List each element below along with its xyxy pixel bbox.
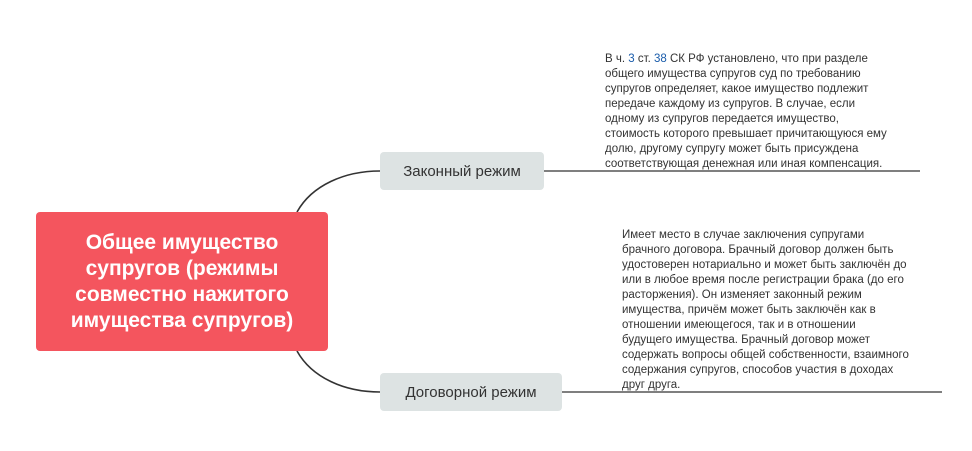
central-topic-label: Общее имущество супругов (режимы совместно нажитого имущества супругов)	[70, 230, 294, 332]
note-line: В ч. 3 ст. 38 СК РФ установлено, что при разделе	[605, 53, 868, 65]
note-line: расторжения). Он изменяет законный режим	[622, 289, 862, 301]
branch-label: Законный режим	[403, 162, 521, 180]
branch-label: Договорной режим	[405, 383, 537, 401]
central-topic[interactable]	[36, 212, 328, 351]
note-line: стоимость которого превышает причитающуюся ему	[605, 128, 887, 140]
note-contract-regime	[622, 228, 944, 393]
branch-legal-regime[interactable]	[380, 152, 544, 190]
note-line: Имеет место в случае заключения супругами	[622, 229, 865, 241]
connector-central-to-legal	[297, 171, 380, 212]
note-line: друг друга.	[622, 379, 681, 391]
note-line: долю, другому супругу может быть присуждена	[605, 143, 859, 155]
branch-contract-regime[interactable]	[380, 373, 562, 411]
note-line: имущества, причём может быть заключён как в	[622, 304, 876, 316]
article-part-link[interactable]: 3	[628, 53, 635, 65]
note-line: будущего имущества. Брачный договор может	[622, 334, 871, 346]
note-line: одному из супругов передается имущество,	[605, 113, 839, 125]
note-line: содержать вопросы общей собственности, взаимного	[622, 349, 909, 361]
connector-central-to-contract	[297, 351, 380, 392]
note-line: отношении имеющегося, так и в отношении	[622, 319, 856, 331]
note-line: брачного договора. Брачный договор должен быть	[622, 244, 894, 256]
note-line: передаче каждому из супругов. В случае, если	[605, 98, 856, 110]
note-line: или в любое время после регистрации брака (до его	[622, 274, 904, 286]
note-line: супругов определяет, какое имущество подлежит	[605, 83, 869, 95]
note-line: общего имущества супругов суд по требованию	[605, 68, 861, 80]
note-line: соответствующая денежная или иная компенсация.	[605, 158, 883, 170]
article-number-link[interactable]: 38	[653, 53, 667, 65]
note-line: содержания супругов, способов участия в доходах	[622, 364, 894, 376]
note-legal-regime	[605, 52, 927, 172]
note-line: удостоверен нотариально и может быть заключён до	[622, 259, 907, 271]
